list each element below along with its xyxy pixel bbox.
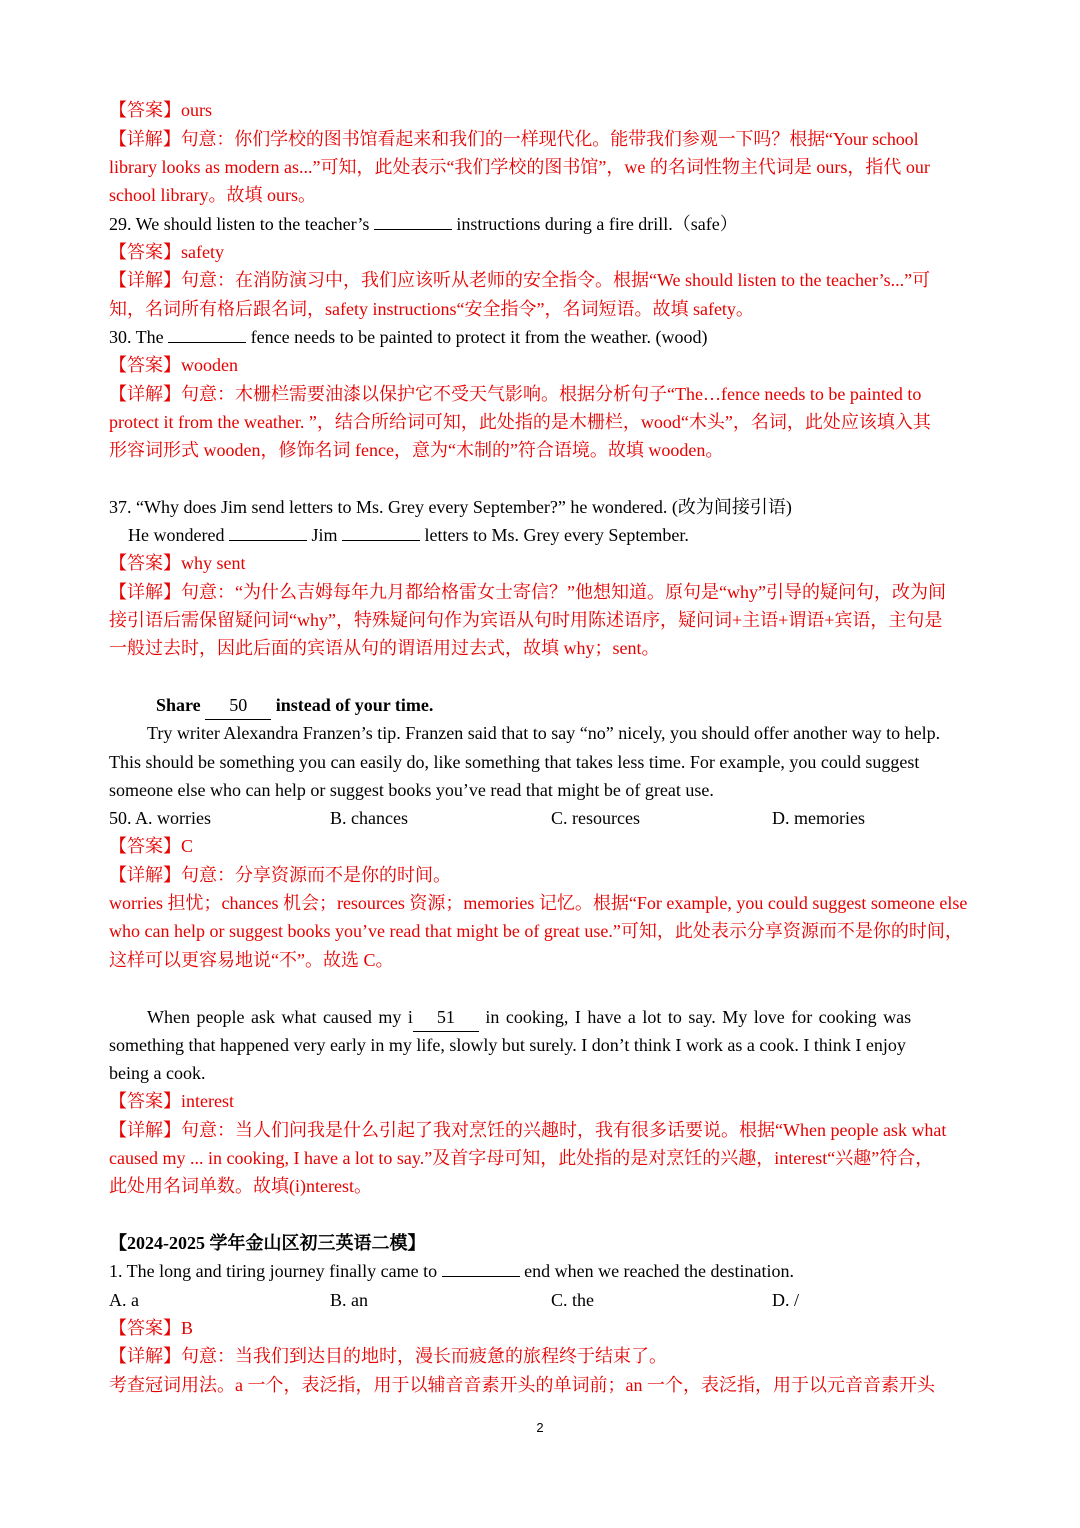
s2-q1-detail-line-2: 考查冠词用法。a 一个，表泛指，用于以辅音音素开头的单词前；an 一个，表泛指，用于以元音音素开头 xyxy=(109,1375,935,1395)
s2-q1-detail-line-1: 【详解】句意：当我们到达目的地时，漫长而疲惫的旅程终于结束了。 xyxy=(109,1346,667,1366)
q28-detail-line-3: school library。故填 ours。 xyxy=(109,185,316,205)
q29-stem: 29. We should listen to the teacher’s instructions during a fire drill.（safe） xyxy=(109,210,993,238)
q28-detail-line-2: library looks as modern as...”可知，此处表示“我们学校的图书馆”，we 的名词性物主代词是 ours，指代 our xyxy=(109,157,930,177)
q30-answer: 【答案】wooden xyxy=(109,355,238,375)
option-c: C. resources xyxy=(551,808,640,828)
q29-detail-line-1: 【详解】句意：在消防演习中，我们应该听从老师的安全指令。根据“We should listen to the teacher’s...”可 xyxy=(109,270,931,290)
answer-text: ours xyxy=(181,100,212,120)
option-c: C. the xyxy=(551,1290,594,1310)
q37-detail-line-2: 接引语后需保留疑问词“why”，特殊疑问句作为宾语从句时用陈述语序，疑问词+主语+谓语+宾语，主句是 xyxy=(109,610,943,630)
q50-detail-line-3: who can help or suggest books you’ve read that might be of great use.”可知，此处表示分享资源而不是你的时间， xyxy=(109,921,963,941)
q30-detail-line-2: protect it from the weather. ”，结合所给词可知，此处指的是木栅栏，wood“木头”，名词，此处应该填入其 xyxy=(109,412,931,432)
q51-detail-line-3: 此处用名词单数。故填(i)nterest。 xyxy=(109,1176,372,1196)
q51-answer: 【答案】interest xyxy=(109,1091,234,1111)
q30-detail-line-3: 形容词形式 wooden，修饰名词 fence，意为“木制的”符合语境。故填 wooden。 xyxy=(109,440,724,460)
q30-stem: 30. The fence needs to be painted to protect it from the weather. (wood) xyxy=(109,323,993,351)
blank: 51 xyxy=(413,1003,479,1032)
q37-answer: 【答案】why sent xyxy=(109,553,246,573)
q50-heading: Share 50 instead of your time. xyxy=(156,691,1040,720)
q50-passage-line-3: someone else who can help or suggest books you’ve read that might be of great use. xyxy=(109,780,714,800)
q28-detail-line-1: 【详解】句意：你们学校的图书馆看起来和我们的一样现代化。能带我们参观一下吗？根据“Your school xyxy=(109,129,919,149)
q37-detail-line-1: 【详解】句意：“为什么吉姆每年九月都给格雷女士寄信？”他想知道。原句是“why”引导的疑问句，改为间 xyxy=(109,582,946,602)
q29-detail-line-2: 知，名词所有格后跟名词，safety instructions“安全指令”，名词短语。故填 safety。 xyxy=(109,299,754,319)
q50-detail-line-1: 【详解】句意：分享资源而不是你的时间。 xyxy=(109,865,451,885)
option-b: B. an xyxy=(330,1290,368,1310)
q50-detail-line-2: worries 担忧；chances 机会；resources 资源；memories 记忆。根据“For example, you could suggest someone else xyxy=(109,893,968,913)
q50-detail-line-4: 这样可以更容易地说“不”。故选 C。 xyxy=(109,950,394,970)
q50-answer: 【答案】C xyxy=(109,836,194,856)
blank xyxy=(168,324,246,343)
q51-passage-line-3: being a cook. xyxy=(109,1063,206,1083)
option-d: D. / xyxy=(772,1290,799,1310)
option-d: D. memories xyxy=(772,808,865,828)
q28-answer xyxy=(109,96,993,124)
q51-detail-line-2: caused my ... in cooking, I have a lot to say.”及首字母可知，此处指的是对烹饪的兴趣，interest“兴趣”符合， xyxy=(109,1148,934,1168)
s2-q1-stem: 1. The long and tiring journey finally came to end when we reached the destination. xyxy=(109,1257,993,1285)
q37-detail-line-3: 一般过去时，因此后面的宾语从句的谓语用过去式，故填 why；sent。 xyxy=(109,638,660,658)
q37-stem-line-1: 37. “Why does Jim send letters to Ms. Grey every September?” he wondered. (改为间接引语) xyxy=(109,497,792,517)
q29-answer: 【答案】safety xyxy=(109,242,224,262)
blank xyxy=(442,1258,520,1277)
q50-passage-line-1: Try writer Alexandra Franzen’s tip. Franzen said that to say “no” nicely, you should offer another way to help. xyxy=(147,723,941,743)
option-b: B. chances xyxy=(330,808,408,828)
q51-detail-line-1: 【详解】句意：当人们问我是什么引起了我对烹饪的兴趣时，我有很多话要说。根据“When people ask what xyxy=(109,1120,947,1140)
option-a: A. a xyxy=(109,1290,139,1310)
page-number: 2 xyxy=(536,1420,544,1435)
s2-q1-answer: 【答案】B xyxy=(109,1318,194,1338)
blank xyxy=(342,522,420,541)
q51-passage-line-1: When people ask what caused my i 51 in cooking, I have a lot to say. My love for cooking was xyxy=(147,1003,993,1032)
section-title: 【2024-2025 学年金山区初三英语二模】 xyxy=(109,1233,426,1253)
blank xyxy=(229,522,307,541)
blank xyxy=(374,211,452,230)
answer-tag: 【答案】 xyxy=(109,100,181,120)
q30-detail-line-1: 【详解】句意：木栅栏需要油漆以保护它不受天气影响。根据分析句子“The…fence needs to be painted to xyxy=(109,384,922,404)
q51-passage-line-2: something that happened very early in my life, slowly but surely. I don’t think I work as a cook. I think I enjoy xyxy=(109,1035,906,1055)
q37-stem-line-2: He wondered Jim letters to Ms. Grey every September. xyxy=(128,521,1012,549)
blank: 50 xyxy=(205,691,271,720)
option-a: 50. A. worries xyxy=(109,808,211,828)
q50-passage-line-2: This should be something you can easily do, like something that takes less time. For example, you could suggest xyxy=(109,752,920,772)
